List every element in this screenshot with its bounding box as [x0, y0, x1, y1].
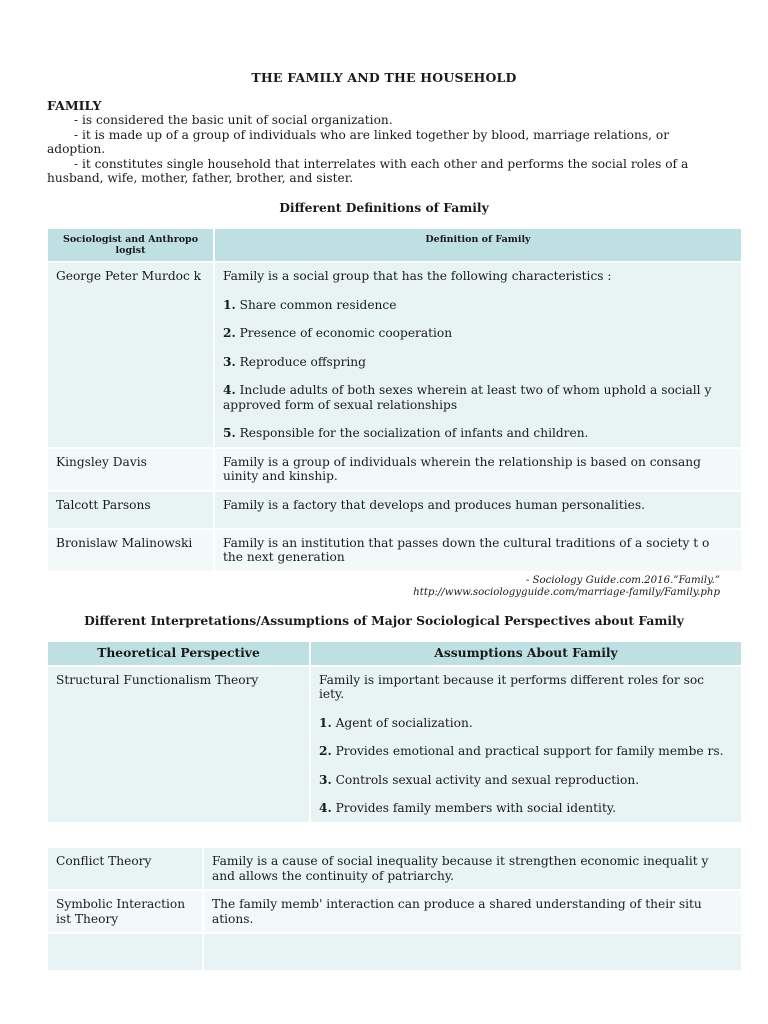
sociologist-name: Bronislaw Malinowski: [47, 529, 214, 572]
sociologist-name: Talcott Parsons: [47, 491, 214, 529]
section-title-definitions: Different Definitions of Family: [279, 200, 489, 215]
list-item: [319, 801, 733, 816]
perspective-name: Structural Functionalism Theory: [47, 666, 310, 823]
item-text: Include adults of both sexes wherein at least two of whom uphold a sociall y approved form of sexual relationships: [223, 383, 712, 412]
list-item: [223, 426, 733, 441]
assumption-cell: The family memb' interaction can produce a shared understanding of their situ ations.: [203, 890, 742, 933]
list-item: [223, 355, 733, 370]
perspective-name: Symbolic Interaction ist Theory: [47, 890, 203, 933]
item-text: Controls sexual activity and sexual reproduction.: [331, 772, 640, 787]
column-header: Sociologist and Anthropo logist: [47, 228, 214, 262]
intro-point: - it constitutes single household that interrelates with each other and performs the social roles of a husband, wife, mother, father, brother, and sister.: [47, 156, 689, 185]
section-title-perspectives: Different Interpretations/Assumptions of Major Sociological Perspectives about Family: [84, 613, 684, 628]
definition-cell: Family is a factory that develops and produces human personalities.: [214, 491, 742, 529]
list-item: [319, 716, 733, 731]
item-number: 3.: [319, 772, 332, 787]
item-number: 2.: [319, 744, 332, 758]
empty-cell: [203, 933, 742, 971]
family-intro: [47, 113, 727, 186]
definition-cell: Family is a group of individuals wherein the relationship is based on consang uinity and kinship.: [214, 448, 742, 491]
item-text: Provides emotional and practical support for family membe rs.: [331, 744, 724, 758]
list-item: [223, 383, 733, 412]
item-number: 4.: [223, 383, 236, 397]
perspectives-table: [47, 641, 742, 823]
assumption-lead: Family is important because it performs different roles for soc iety.: [319, 672, 705, 701]
intro-point: - is considered the basic unit of social organization.: [74, 113, 393, 127]
definition-lead: Family is a social group that has the following characteristics :: [223, 269, 612, 283]
definition-cell: [214, 262, 742, 448]
table-row: [47, 262, 742, 448]
family-heading: FAMILY: [47, 98, 102, 113]
perspectives-table-continued: [47, 847, 742, 971]
item-text: Share common residence: [235, 297, 397, 312]
column-header: Definition of Family: [214, 228, 742, 262]
assumption-cell: Family is a cause of social inequality because it strengthen economic inequalit y and allows the continuity of patriarchy.: [203, 847, 742, 890]
item-number: 1.: [223, 297, 236, 312]
list-item: [319, 744, 733, 759]
table-row: [47, 666, 742, 823]
column-header: Assumptions About Family: [310, 641, 742, 666]
item-text: Reproduce offspring: [235, 354, 366, 369]
definitions-table: [47, 228, 742, 572]
item-number: 3.: [223, 354, 236, 369]
item-text: Presence of economic cooperation: [235, 326, 453, 340]
list-item: [223, 326, 733, 341]
item-number: 2.: [223, 326, 236, 340]
table-row: [47, 529, 742, 572]
perspective-name: Conflict Theory: [47, 847, 203, 890]
document-title: THE FAMILY AND THE HOUSEHOLD: [251, 70, 517, 85]
table-row: [47, 847, 742, 890]
citation: [413, 575, 720, 599]
table-row: [47, 448, 742, 491]
item-number: 4.: [319, 801, 332, 815]
table-header-row: [47, 641, 742, 666]
column-header: Theoretical Perspective: [47, 641, 310, 666]
table-header-row: [47, 228, 742, 262]
item-number: 5.: [223, 426, 236, 440]
item-number: 1.: [319, 715, 332, 730]
definition-cell: Family is an institution that passes down the cultural traditions of a society t o the next generation: [214, 529, 742, 572]
intro-point: - it is made up of a group of individuals who are linked together by blood, marriage relations, or adoption.: [47, 127, 670, 156]
item-text: Agent of socialization.: [331, 715, 473, 730]
table-row: [47, 491, 742, 529]
sociologist-name: George Peter Murdoc k: [47, 262, 214, 448]
citation-source: - Sociology Guide.com.2016.”Family.”: [525, 575, 720, 586]
list-item: [319, 773, 733, 788]
citation-url: http://www.sociologyguide.com/marriage-family/Family.php: [413, 587, 720, 598]
assumption-cell: [310, 666, 742, 823]
list-item: [223, 298, 733, 313]
item-text: Responsible for the socialization of infants and children.: [235, 426, 589, 440]
sociologist-name: Kingsley Davis: [47, 448, 214, 491]
table-row-empty: [47, 933, 742, 971]
empty-cell: [47, 933, 203, 971]
item-text: Provides family members with social identity.: [331, 801, 616, 815]
table-row: [47, 890, 742, 933]
